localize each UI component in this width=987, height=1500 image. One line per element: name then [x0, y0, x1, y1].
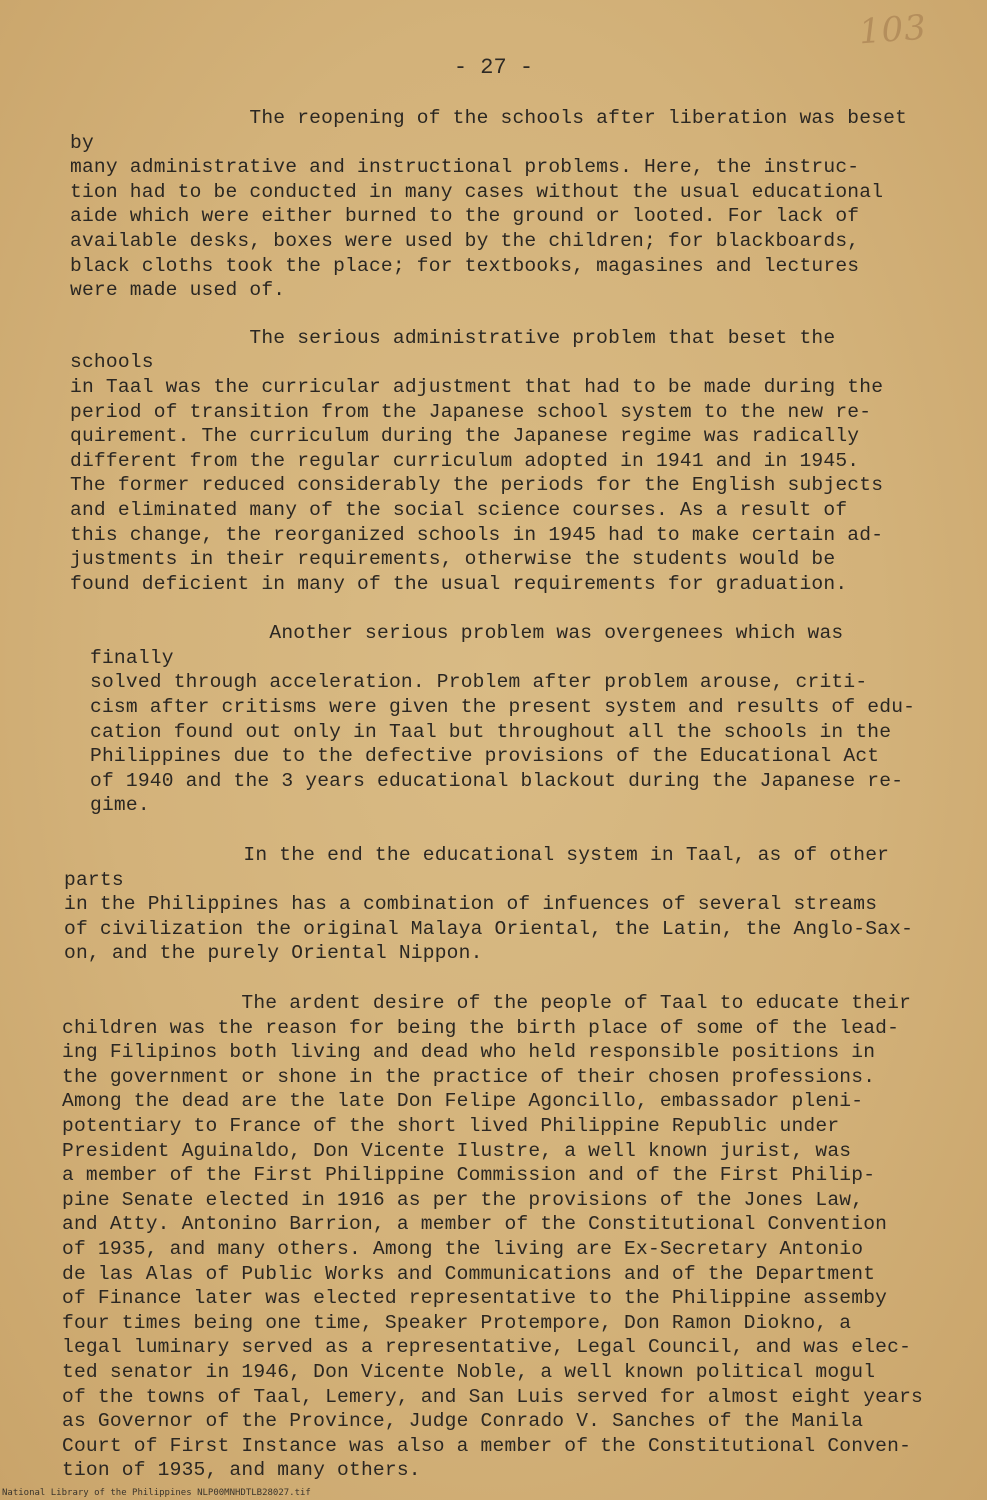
handwritten-folio-number: 103: [857, 7, 929, 53]
paragraph-overgeneess-problem: Another serious problem was overgenees which was finally solved through acceleration. Problem after problem arouse, criti- cism after critisms were given the present system and results of edu- cation found out only in Taal but throughout all the schools in the Philippines due to the defective provisions of the Educational Act of 1940 and the 3 years educational blackout during the Japanese re- gime.: [90, 622, 916, 817]
document-body: [62, 106, 924, 1500]
paragraph-reopening-schools: The reopening of the schools after liberation was beset by many administrative and instructional problems. Here, the instruc- tion had to be conducted in many cases without the usual educational aide which were either burned to the ground or looted. For lack of available desks, boxes were used by the children; for blackboards, black cloths took the place; for textbooks, magasines and lectures were made used of.: [70, 107, 908, 302]
paragraph-educational-influences: In the end the educational system in Taal, as of other parts in the Philippines has a combination of infuences of several streams of civilization the original Malaya Oriental, the Latin, the Anglo-Sax- on, and the purely Oriental Nippon.: [64, 844, 914, 965]
paragraph-curricular-adjustment: The serious administrative problem that beset the schools in Taal was the curricular adjustment that had to be made during the period of transition from the Japanese school system to the new re- quirement. The curriculum during the Japanese regime was radically different from the regular curriculum adopted in 1941 and in 1945. The former reduced considerably the periods for the English subjects and eliminated many of the social science courses. As a result of this change, the reorganized schools in 1945 had to make certain ad- justments in their requirements, otherwise the students would be found deficient in many of the usual requirements for graduation.: [70, 326, 884, 595]
paragraph-leading-filipinos: The ardent desire of the people of Taal to educate their children was the reason for being the birth place of some of the lead- ing Filipinos both living and dead who held responsible positions in the government or shone in the practice of their chosen professions. Among the dead are the late Don Felipe Agoncillo, embassador pleni- potentiary to France of the short lived Philippine Republic under President Aguinaldo, Don Vicente Ilustre, a well known jurist, was a member of the First Philippine Commission and of the First Philip- pine Senate elected in 1916 as per the provisions of the Jones Law, and Atty. Antonino Barrion, a member of the Constitutional Convention of 1935, and many others. Among the living are Ex-Secretary Antonio de las Alas of Public Works and Communications and of the Department of Finance later was elected representative to the Philippine assemby four times being one time, Speaker Protempore, Don Ramon Diokno, a legal luminary served as a representative, Legal Council, and was elec- ted senator in 1946, Don Vicente Noble, a well known political mogul of the towns of Taal, Lemery, and San Luis served for almost eight years as Governor of the Province, Judge Conrado V. Sanches of the Manila Court of First Instance was also a member of the Constitutional Conven- tion of 1935, and many others.: [62, 992, 923, 1482]
page-number: - 27 -: [453, 55, 534, 80]
scan-source-footer: National Library of the Philippines NLP00MNHDTLB28027.tif: [2, 1488, 311, 1498]
